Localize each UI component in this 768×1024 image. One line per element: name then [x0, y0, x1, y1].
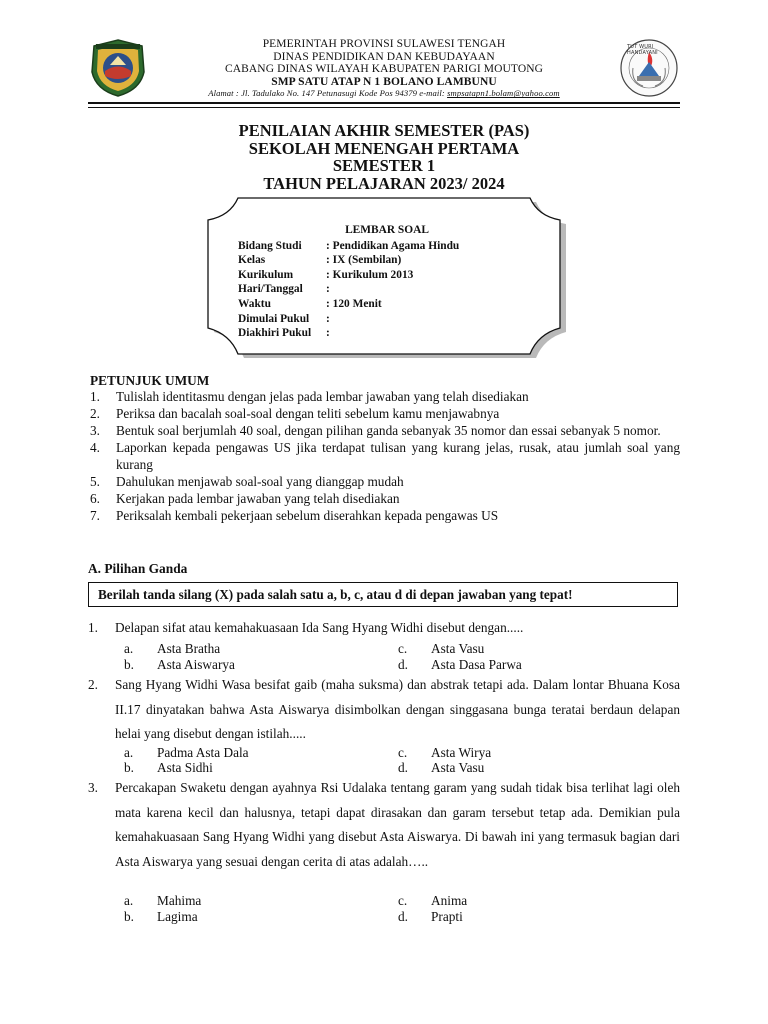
option-a[interactable]: Mahima	[157, 893, 202, 908]
item-number: 3.	[90, 423, 100, 438]
header-rule-thick	[88, 102, 680, 104]
academic-year: TAHUN PELAJARAN 2023/ 2024	[263, 173, 505, 193]
info-label: Bidang Studi	[238, 239, 302, 252]
option-letter: a.	[124, 893, 134, 908]
section-a-heading: A. Pilihan Ganda	[88, 561, 188, 576]
option-letter: a.	[124, 745, 134, 760]
question-3-options	[0, 893, 768, 925]
option-c[interactable]: Asta Vasu	[431, 641, 485, 656]
question-number: 1.	[88, 620, 98, 635]
info-value: :	[326, 283, 330, 296]
info-row-start	[238, 312, 538, 327]
option-letter: c.	[398, 745, 408, 760]
info-row-curriculum	[238, 268, 538, 283]
item-text: Periksa dan bacalah soal-soal dengan teliti sebelum kamu menjawabnya	[116, 406, 500, 421]
list-item	[90, 507, 680, 524]
section-a-instruction-box: Berilah tanda silang (X) pada salah satu a, b, c, atau d di depan jawaban yang tepat!	[88, 582, 678, 607]
exam-title: PENILAIAN AKHIR SEMESTER (PAS)	[238, 121, 530, 140]
letterhead-line-government: PEMERINTAH PROVINSI SULAWESI TENGAH	[262, 38, 506, 50]
question-sheet-info	[238, 223, 538, 341]
option-letter: d.	[398, 657, 408, 672]
option-d[interactable]: Prapti	[431, 909, 463, 924]
option-c[interactable]: Asta Wirya	[431, 745, 492, 760]
item-text: Laporkan kepada pengawas US jika terdapat tulisan yang kurang jelas, rusak, atau jumlah soal yang kurang	[116, 440, 680, 472]
item-text: Bentuk soal berjumlah 40 soal, dengan pilihan ganda sebanyak 35 nomor dan essai sebanyak 5 nomor.	[116, 423, 661, 438]
option-letter: d.	[398, 760, 408, 775]
question-text: Percakapan Swaketu dengan ayahnya Rsi Udalaka tentang garam yang sudah tidak bisa terlihat lagi oleh mata karena kecil dan halusnya, tetapi dapat dirasakan dan garam tersebut tetap ada. Demikian pula kemahakuasaan Sang Hyang Widhi yang disebut Asta Aiswarya. Di bawah ini yang termasuk bagian dari Asta Aiswarya yang sesuai dengan cerita di atas adalah…..	[115, 780, 680, 869]
item-number: 7.	[90, 508, 100, 523]
item-number: 5.	[90, 474, 100, 489]
item-text: Tulislah identitasmu dengan jelas pada lembar jawaban yang telah disediakan	[116, 389, 529, 404]
info-value: : IX (Sembilan)	[326, 254, 402, 267]
tut-wuri-handayani-logo	[617, 38, 681, 98]
question-text: Delapan sifat atau kemahakuasaan Ida Sang Hyang Widhi disebut dengan.....	[115, 620, 524, 635]
logo-motto-text: TUT WURI HANDAYANI	[627, 44, 658, 56]
list-item	[90, 405, 680, 422]
general-instructions-heading: PETUNJUK UMUM	[90, 373, 210, 388]
question-1	[88, 616, 680, 641]
info-row-subject	[238, 239, 538, 254]
school-level: SEKOLAH MENENGAH PERTAMA	[248, 138, 520, 158]
list-item	[90, 439, 680, 473]
option-b[interactable]: Lagima	[157, 909, 198, 924]
list-item	[90, 388, 680, 405]
address-text: Alamat : Jl. Tadulako No. 147 Petunasugi Kode Pos 94379 e-mail:	[208, 88, 448, 99]
item-number: 4.	[90, 440, 100, 455]
letterhead-line-branch: CABANG DINAS WILAYAH KABUPATEN PARIGI MOUTONG	[224, 63, 544, 76]
semester: SEMESTER 1	[332, 156, 436, 175]
letterhead-address	[150, 88, 618, 99]
option-c[interactable]: Anima	[431, 893, 468, 908]
info-row-date	[238, 282, 538, 297]
question-3	[88, 776, 680, 874]
info-row-duration	[238, 297, 538, 312]
item-number: 6.	[90, 491, 100, 506]
letterhead-line-department: DINAS PENDIDIKAN DAN KEBUDAYAAN	[273, 50, 495, 63]
item-text: Dahulukan menjawab soal-soal yang dianggap mudah	[116, 474, 404, 489]
info-value: : Kurikulum 2013	[326, 268, 414, 281]
option-letter: b.	[124, 909, 134, 924]
item-text: Kerjakan pada lembar jawaban yang telah disediakan	[116, 491, 400, 506]
info-label: Waktu	[238, 297, 271, 310]
info-label: Kelas	[238, 254, 266, 267]
option-letter: c.	[398, 641, 408, 656]
sheet-title: LEMBAR SOAL	[345, 224, 429, 236]
option-d[interactable]: Asta Vasu	[431, 760, 485, 775]
question-text: Sang Hyang Widhi Wasa besifat gaib (maha suksma) dan abstrak tetapi ada. Dalam lontar Bhuana Kosa II.17 dinyatakan bahwa Asta Aiswarya disimbolkan dengan singgasana bunga teratai berdaun delapan helai yang disebut dengan istilah.....	[115, 677, 680, 742]
option-letter: c.	[398, 893, 408, 908]
item-text: Periksalah kembali pekerjaan sebelum diserahkan kepada pengawas US	[116, 508, 499, 523]
info-row-end	[238, 326, 538, 341]
option-letter: b.	[124, 657, 134, 672]
letterhead-school-name: SMP SATU ATAP N 1 BOLANO LAMBUNU	[271, 75, 497, 88]
option-a[interactable]: Asta Bratha	[157, 641, 221, 656]
list-item	[90, 490, 680, 507]
general-instructions-list	[90, 388, 680, 524]
info-value: :	[326, 327, 330, 340]
info-value: : Pendidikan Agama Hindu	[326, 239, 460, 252]
info-label: Dimulai Pukul	[238, 312, 310, 325]
option-letter: d.	[398, 909, 408, 924]
question-number: 2.	[88, 677, 98, 692]
question-number: 3.	[88, 780, 98, 795]
info-label: Kurikulum	[238, 268, 294, 281]
option-b[interactable]: Asta Aiswarya	[157, 657, 235, 672]
list-item	[90, 422, 680, 439]
header-rule-thin	[88, 107, 680, 108]
info-label: Hari/Tanggal	[238, 283, 303, 296]
option-a[interactable]: Padma Asta Dala	[157, 745, 249, 760]
info-label: Diakhiri Pukul	[238, 327, 312, 340]
question-2-options	[0, 745, 768, 777]
info-value: : 120 Menit	[326, 297, 382, 310]
province-emblem-logo	[88, 38, 148, 98]
list-item	[90, 473, 680, 490]
option-letter: b.	[124, 760, 134, 775]
option-d[interactable]: Asta Dasa Parwa	[431, 657, 522, 672]
exam-titles	[150, 122, 618, 192]
option-b[interactable]: Asta Sidhi	[157, 760, 213, 775]
question-2	[88, 673, 680, 747]
item-number: 2.	[90, 406, 100, 421]
letterhead	[150, 38, 618, 99]
item-number: 1.	[90, 389, 100, 404]
email-link[interactable]: smpsatapn1.bolam@yahoo.com	[447, 88, 560, 99]
option-letter: a.	[124, 641, 134, 656]
info-row-class	[238, 253, 538, 268]
question-1-options	[0, 641, 768, 673]
info-value: :	[326, 312, 330, 325]
